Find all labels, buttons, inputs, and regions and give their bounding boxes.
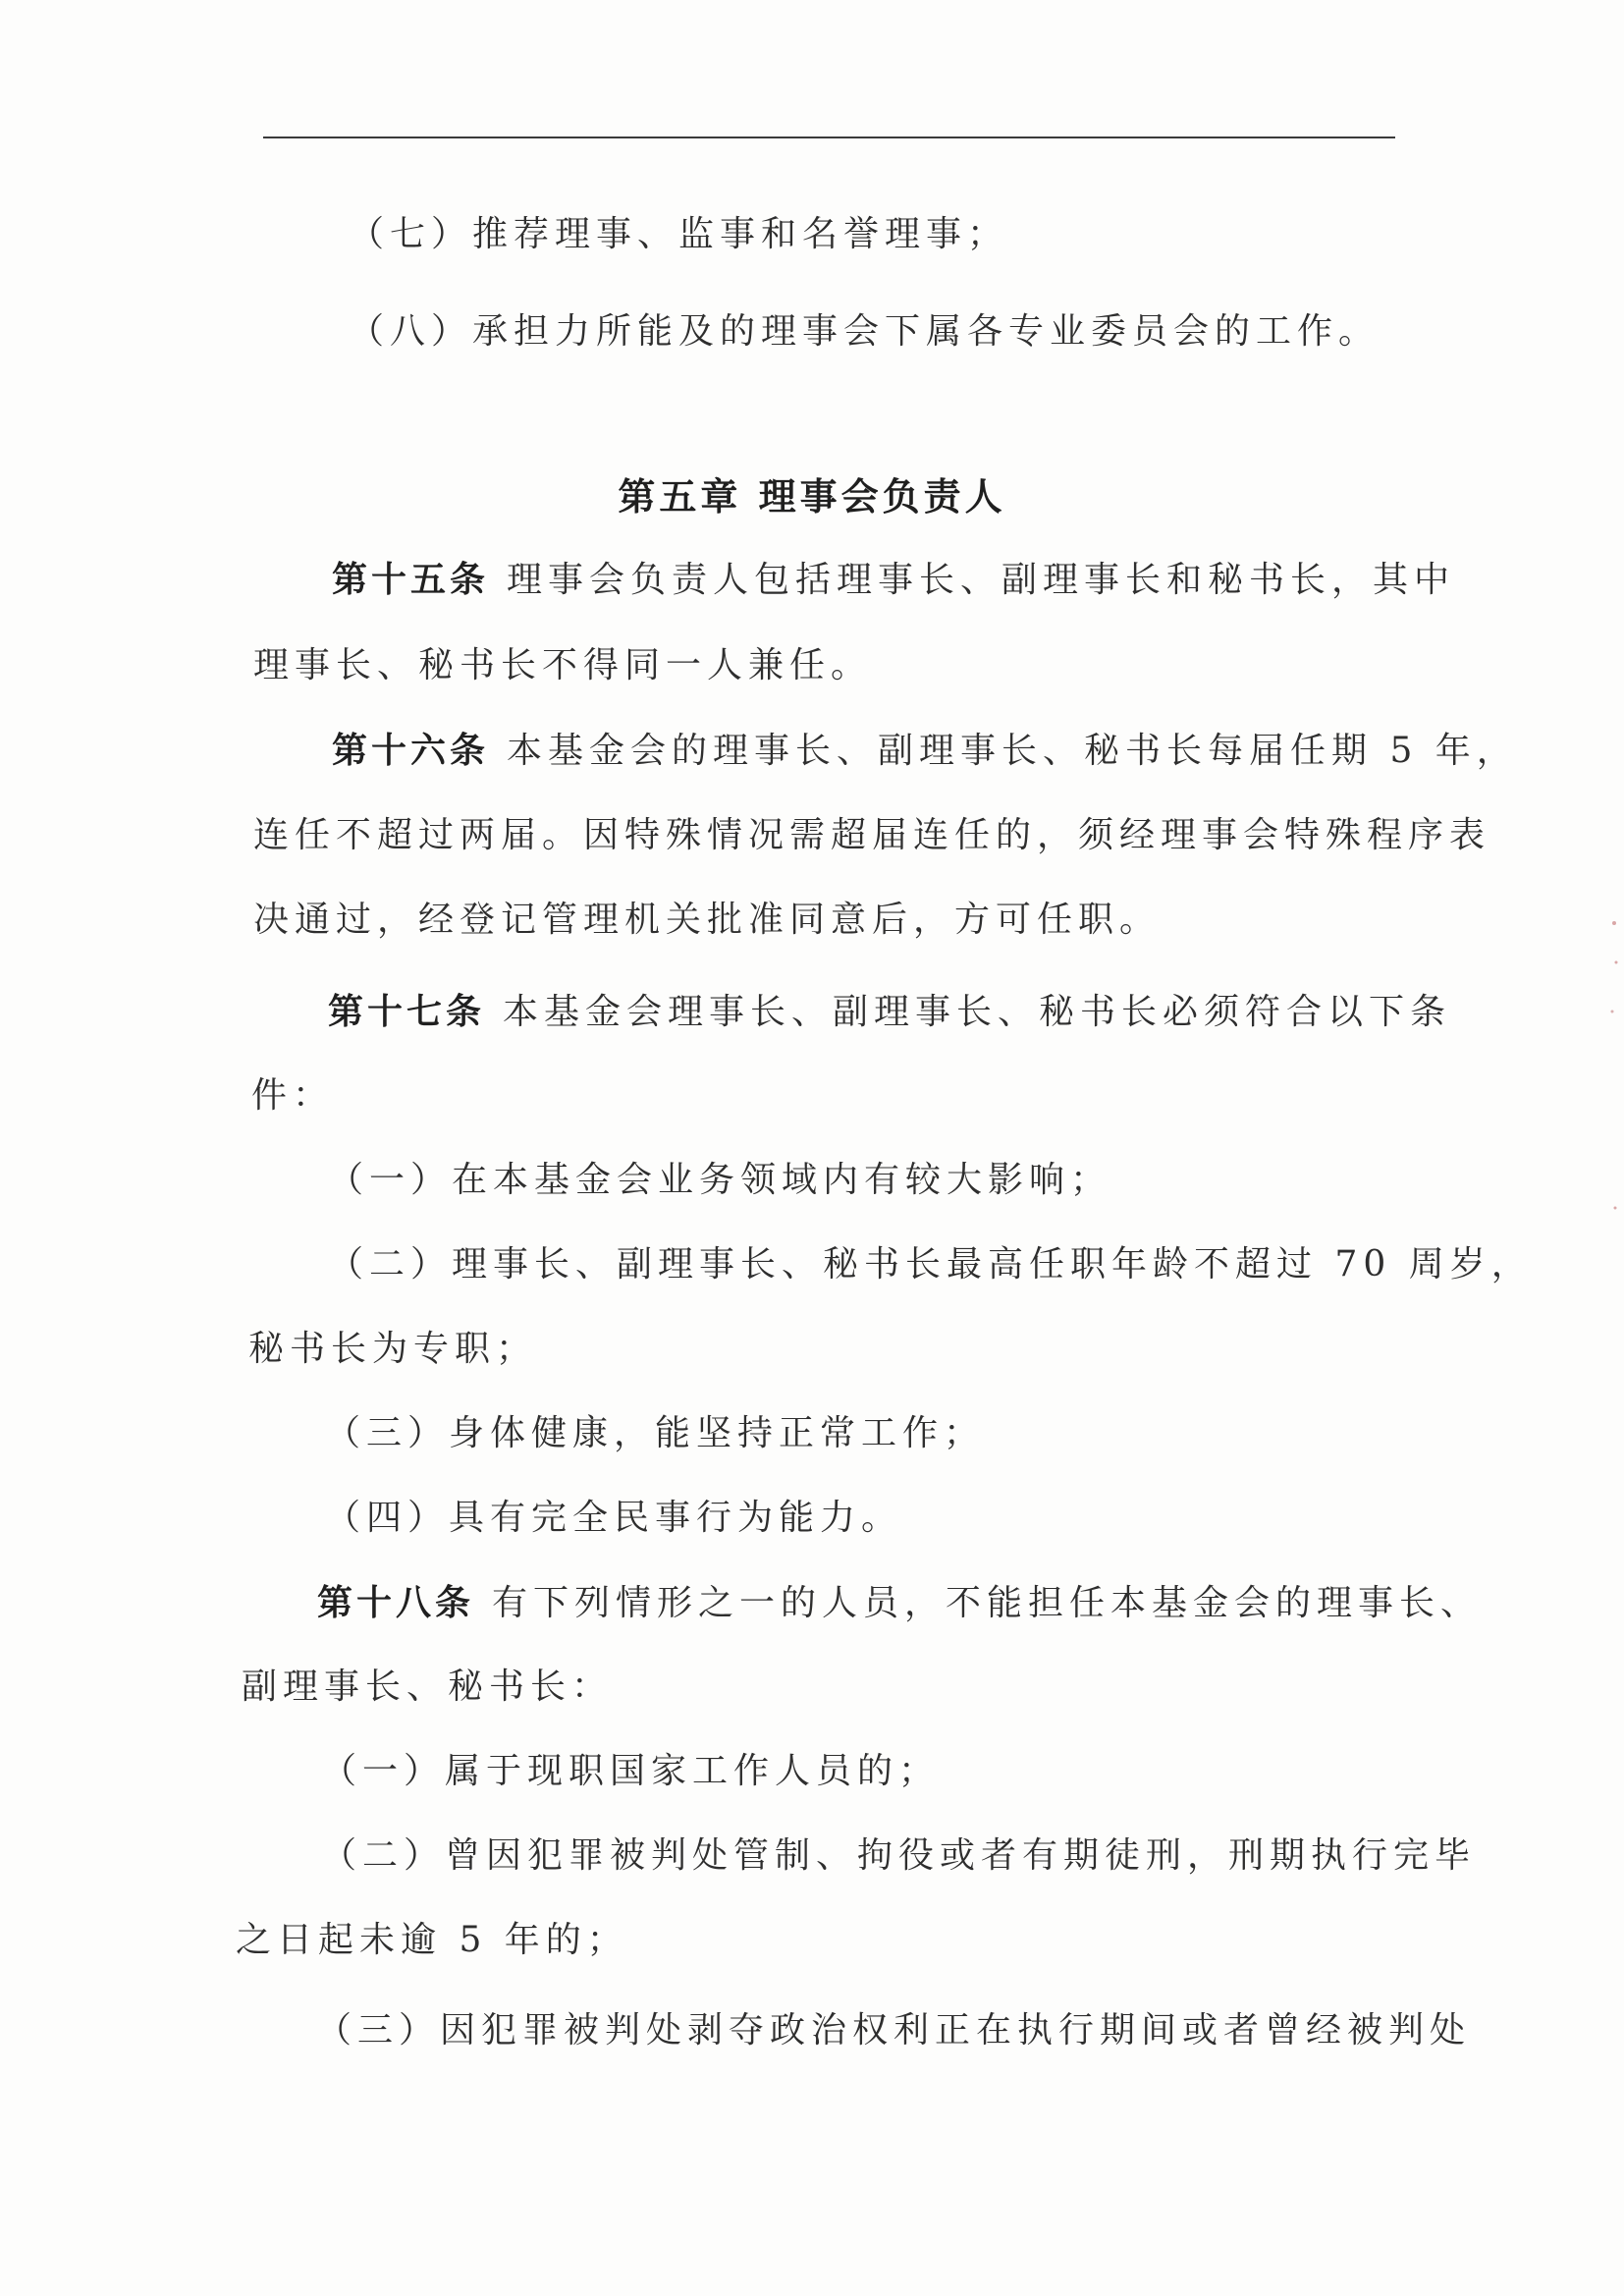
scan-marks — [1595, 884, 1624, 1277]
article-17-line-1 — [328, 988, 1451, 1036]
article-15-line-1 — [332, 556, 1455, 604]
header-rule — [263, 137, 1395, 138]
chapter-title: 第五章 理事会负责人 — [618, 474, 1006, 519]
article-17-item-3: （三）身体健康，能坚持正常工作； — [325, 1413, 986, 1453]
article-17-item-2-line-1: （二）理事长、副理事长、秘书长最高任职年龄不超过 70 周岁， — [328, 1244, 1533, 1285]
article-18-item-2-line-1: （二）曾因犯罪被判处管制、拘役或者有期徒刑，刑期执行完毕 — [321, 1835, 1477, 1876]
article-16-label: 第十六条 — [332, 730, 490, 771]
article-18-line-2: 副理事长、秘书长： — [242, 1667, 614, 1707]
article-18-item-3-line-1: （三）因犯罪被判处剥夺政治权利正在执行期间或者曾经被判处 — [316, 2010, 1472, 2050]
article-18-line-1 — [317, 1579, 1482, 1627]
article-17-text-1: 本基金会理事长、副理事长、秘书长必须符合以下条 — [503, 992, 1452, 1032]
article-18-item-2-line-2: 之日起未逾 5 年的； — [236, 1920, 628, 1960]
article-17-item-4: （四）具有完全民事行为能力。 — [325, 1498, 903, 1538]
item-8: （八）承担力所能及的理事会下属各专业委员会的工作。 — [349, 311, 1380, 352]
article-16-line-2: 连任不超过两届。因特殊情况需超届连任的，须经理事会特殊程序表 — [253, 815, 1491, 855]
article-15-text-1: 理事会负责人包括理事长、副理事长和秘书长，其中 — [507, 560, 1456, 600]
article-16-text-1: 本基金会的理事长、副理事长、秘书长每届任期 5 年， — [507, 731, 1518, 771]
article-18-item-1: （一）属于现职国家工作人员的； — [321, 1751, 941, 1791]
article-17-label: 第十七条 — [328, 991, 486, 1032]
item-7: （七）推荐理事、监事和名誉理事； — [349, 214, 1009, 254]
article-17-item-2-line-2: 秘书长为专职； — [248, 1329, 538, 1369]
article-17-line-2: 件： — [251, 1075, 335, 1116]
article-16-line-3: 决通过，经登记管理机关批准同意后，方可任职。 — [253, 900, 1162, 940]
article-15-line-2: 理事长、秘书长不得同一人兼任。 — [253, 645, 873, 685]
article-17-item-1: （一）在本基金会业务领域内有较大影响； — [328, 1160, 1112, 1200]
article-18-text-1: 有下列情形之一的人员，不能担任本基金会的理事长、 — [492, 1583, 1483, 1623]
article-18-label: 第十八条 — [317, 1582, 475, 1623]
article-16-line-1 — [332, 727, 1518, 775]
article-15-label: 第十五条 — [332, 559, 490, 600]
